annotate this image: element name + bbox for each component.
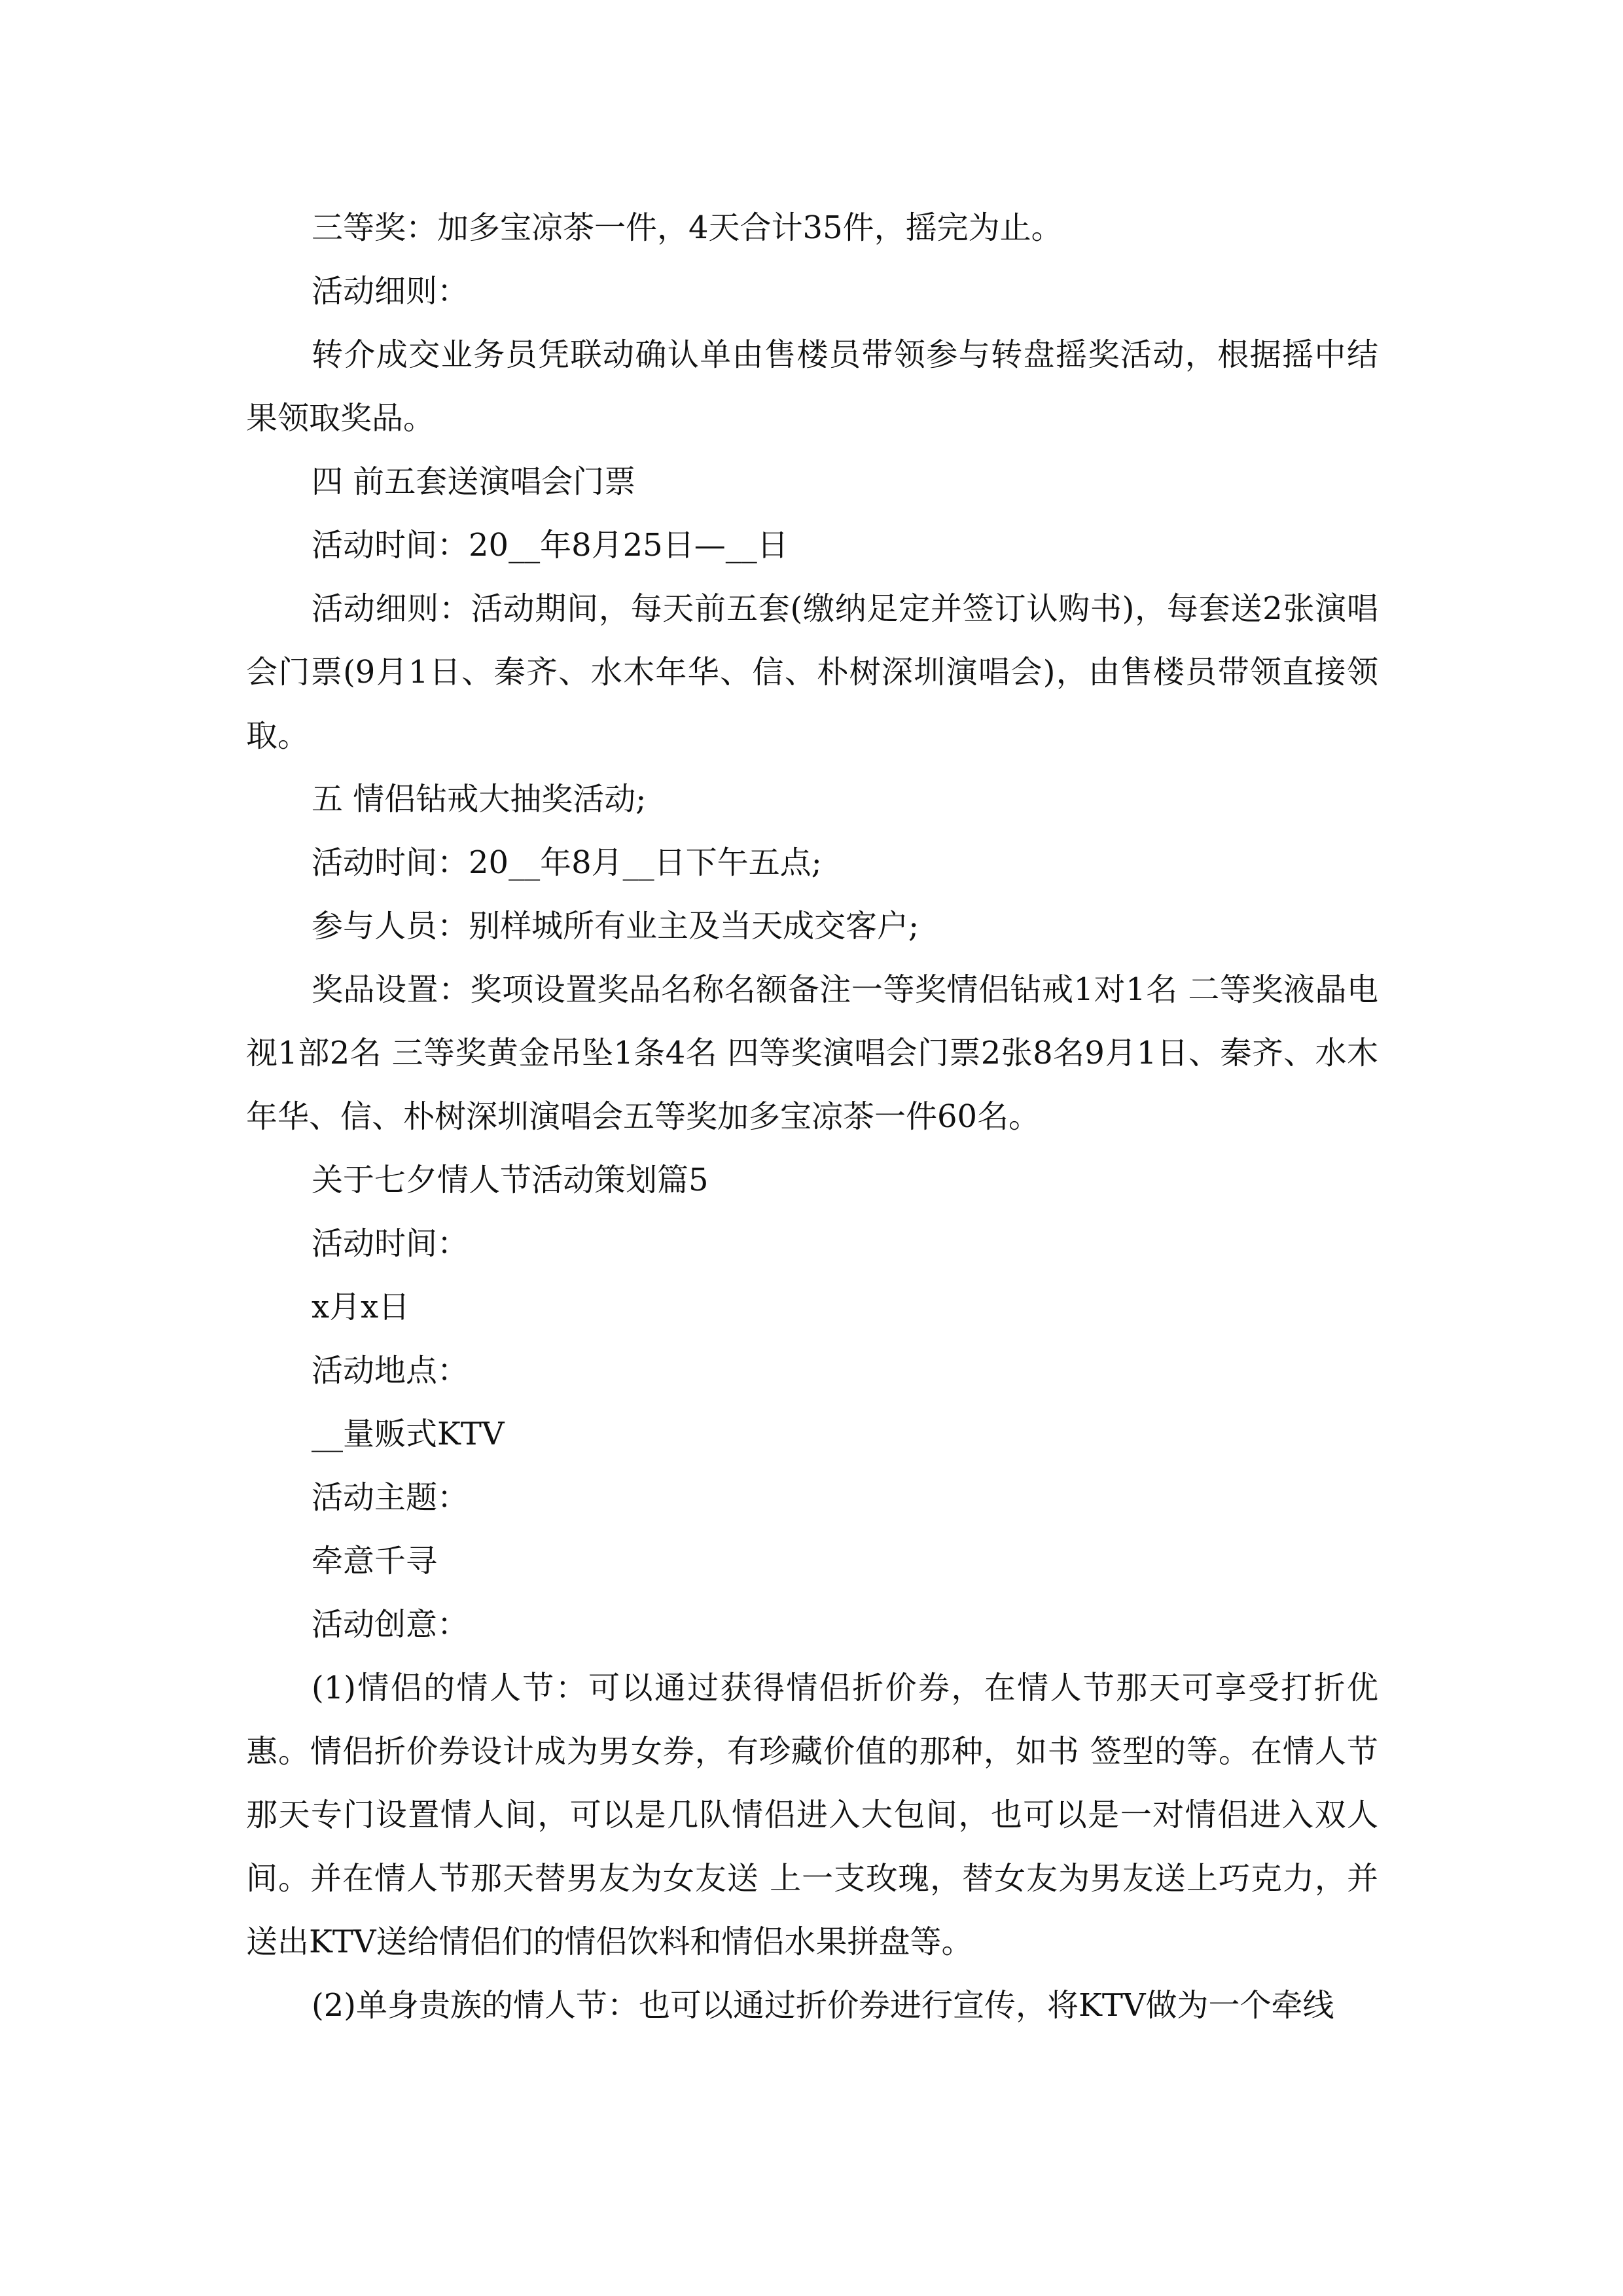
label-activity-idea: 活动创意： [312, 1606, 469, 1643]
value-activity-theme: 牵意千寻 [312, 1543, 438, 1579]
section-heading-four: 四 前五套送演唱会门票 [312, 463, 636, 500]
value-activity-location: __量贩式KTV [312, 1416, 505, 1452]
label-activity-theme: 活动主题： [312, 1479, 469, 1516]
paragraph-activity-time-2: 活动时间：20__年8月__日下午五点; [312, 844, 822, 881]
paragraph-third-prize: 三等奖：加多宝凉茶一件，4天合计35件，摇完为止。 [312, 209, 1063, 246]
paragraph-prize-setup: 奖品设置：奖项设置奖品名称名额备注一等奖情侣钻戒1对1名 二等奖液晶电视1部2名 三等奖黄金吊坠1条4名 四等奖演唱会门票2张8名9月1日、秦齐、水木年华、信、朴树深圳演唱会五等奖加多宝凉茶一件60名。 [246, 971, 1378, 1135]
paragraph-rules-heading: 活动细则： [312, 273, 469, 310]
label-activity-time: 活动时间： [312, 1225, 469, 1262]
paragraph-singles-valentine: (2)单身贵族的情人节：也可以通过折价券进行宣传，将KTV做为一个牵线 [312, 1987, 1334, 2024]
article-title: 关于七夕情人节活动策划篇5 [312, 1162, 709, 1198]
paragraph-rules-detail: 转介成交业务员凭联动确认单由售楼员带领参与转盘摇奖活动，根据摇中结果领取奖品。 [246, 336, 1378, 437]
document-body [246, 196, 1378, 2037]
value-activity-time: x月x日 [312, 1289, 410, 1325]
paragraph-participants: 参与人员：别样城所有业主及当天成交客户; [312, 908, 919, 944]
label-activity-location: 活动地点： [312, 1352, 469, 1389]
paragraph-activity-rules: 活动细则：活动期间，每天前五套(缴纳足定并签订认购书)，每套送2张演唱会门票(9月1日、秦齐、水木年华、信、朴树深圳演唱会)，由售楼员带领直接领取。 [246, 590, 1378, 754]
paragraph-couples-valentine: (1)情侣的情人节：可以通过获得情侣折价券，在情人节那天可享受打折优惠。情侣折价券设计成为男女券，有珍藏价值的那种，如书 签型的等。在情人节那天专门设置情人间，可以是几队情侣进入大包间，也可以是一对情侣进入双人间。并在情人节那天替男友为女友送 上一支玫瑰，替女友为男友送上巧克力，并送出KTV送给情侣们的情侣饮料和情侣水果拼盘等。 [246, 1670, 1378, 1960]
section-heading-five: 五 情侣钻戒大抽奖活动; [312, 781, 647, 817]
paragraph-activity-time-1: 活动时间：20__年8月25日—__日 [312, 527, 789, 564]
